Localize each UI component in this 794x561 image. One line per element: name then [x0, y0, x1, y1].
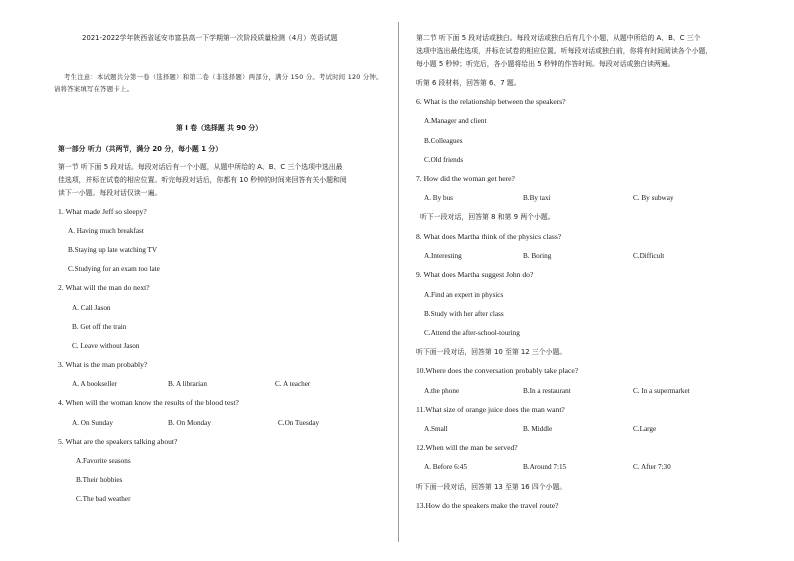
- exam-note-line-1: 考生注意：本试题共分第一卷（选择题）和第二卷（非选择题）两部分，满分 150 分。考试时间 120 分钟。: [64, 74, 383, 81]
- question-8-option-a: A.Interesting: [424, 252, 462, 260]
- question-11: 11.What size of orange juice does the man want?: [416, 405, 565, 414]
- question-5: 5. What are the speakers talking about?: [58, 437, 178, 446]
- question-10: 10.Where does the conversation probably take place?: [416, 366, 579, 375]
- question-6-option-b: B.Colleagues: [424, 137, 463, 145]
- question-9: 9. What does Martha suggest John do?: [416, 270, 534, 279]
- question-12-option-b: B.Around 7:15: [523, 463, 567, 471]
- question-8-option-b: B. Boring: [523, 252, 552, 260]
- question-8-option-c: C.Difficult: [633, 252, 665, 260]
- question-1-option-b: B.Staying up late watching TV: [68, 246, 158, 254]
- question-7-option-b: B.By taxi: [523, 194, 551, 202]
- question-10-option-a: A.the phone: [424, 387, 460, 395]
- question-7-option-c: C. By subway: [633, 194, 674, 202]
- question-9-option-c: C.Attend the after-school-touring: [424, 329, 520, 337]
- instruction-q8-q9: 听下一段对话，回答第 8 和第 9 两个小题。: [420, 213, 555, 221]
- exam-title: 2021-2022学年陕西省延安市富县高一下学期第一次阶段质量检测（4月）英语试题: [82, 34, 338, 42]
- section-2-instruction-line-1: 第二节 听下面 5 段对话或独白。每段对话或独白后有几个小题，从题中所给的 A、B、C 三个: [416, 34, 701, 42]
- exam-note-line-2: 请将答案填写在答题卡上。: [54, 86, 134, 93]
- question-2: 2. What will the man do next?: [58, 283, 150, 292]
- volume-heading: 第 I 卷（选择题 共 90 分）: [176, 124, 263, 132]
- question-7-option-a: A. By bus: [424, 194, 453, 202]
- question-12-option-c: C. After 7:30: [633, 463, 671, 471]
- question-1: 1. What made Jeff so sleepy?: [58, 207, 147, 216]
- question-4-option-c: C.On Tuesday: [278, 419, 320, 427]
- question-11-option-c: C.Large: [633, 425, 657, 433]
- question-1-option-a: A. Having much breakfast: [68, 227, 144, 235]
- question-6-option-c: C.Old friends: [424, 156, 464, 164]
- question-6: 6. What is the relationship between the speakers?: [416, 97, 566, 106]
- question-3-option-b: B. A librarian: [168, 380, 207, 388]
- question-12: 12.When will the man be served?: [416, 443, 518, 452]
- question-11-option-a: A.Small: [424, 425, 448, 433]
- question-5-option-b: B.Their hobbies: [76, 476, 123, 484]
- instruction-q6: 听第 6 段材料，回答第 6、7 题。: [416, 79, 521, 87]
- question-2-option-a: A. Call Jason: [72, 304, 111, 312]
- section-2-instruction-line-2: 选项中选出最佳选项，并标在试卷的相应位置。听每段对话或独白前，你将有时间阅读各个小题，: [416, 47, 713, 55]
- question-3-option-c: C. A teacher: [275, 380, 311, 388]
- question-1-option-c: C.Studying for an exam too late: [68, 265, 160, 273]
- question-3: 3. What is the man probably?: [58, 360, 148, 369]
- question-2-option-b: B. Get off the train: [72, 323, 127, 331]
- question-11-option-b: B. Middle: [523, 425, 553, 433]
- question-12-option-a: A. Before 6:45: [424, 463, 467, 471]
- question-4-option-a: A. On Sunday: [72, 419, 113, 427]
- question-3-option-a: A. A bookseller: [72, 380, 117, 388]
- section-1-instruction-line-2: 佳选项，并标在试卷的相应位置。听完每段对话后，你都有 10 秒钟的时间来回答有关小题和阅: [58, 176, 347, 184]
- question-10-option-b: B.In a restaurant: [523, 387, 571, 395]
- question-5-option-c: C.The bad weather: [76, 495, 131, 503]
- question-4: 4. When will the woman know the results of the blood test?: [58, 398, 239, 407]
- part-heading: 第一部分 听力（共两节，满分 20 分，每小题 1 分）: [58, 145, 223, 153]
- question-5-option-a: A.Favorite seasons: [76, 457, 131, 465]
- instruction-q10-q12: 听下面一段对话，回答第 10 至第 12 三个小题。: [416, 348, 567, 356]
- section-1-instruction-line-3: 读下一小题。每段对话仅读一遍。: [58, 189, 162, 197]
- column-divider: [398, 22, 399, 542]
- question-10-option-c: C. In a supermarket: [633, 387, 690, 395]
- question-9-option-b: B.Study with her after class: [424, 310, 504, 318]
- question-4-option-b: B. On Monday: [168, 419, 211, 427]
- question-9-option-a: A.Find an expert in physics: [424, 291, 504, 299]
- question-13: 13.How do the speakers make the travel route?: [416, 501, 559, 510]
- section-2-instruction-line-3: 每小题 5 秒钟；听完后，各小题将给出 5 秒钟的作答时间。每段对话或独白读两遍。: [416, 60, 675, 68]
- question-7: 7. How did the woman get here?: [416, 174, 515, 183]
- question-6-option-a: A.Manager and client: [424, 117, 487, 125]
- question-2-option-c: C. Leave without Jason: [72, 342, 140, 350]
- section-1-instruction-line-1: 第一节 听下面 5 段对话。每段对话后有一个小题，从题中所给的 A、B、C 三个选项中选出最: [58, 163, 343, 171]
- question-8: 8. What does Martha think of the physics class?: [416, 232, 562, 241]
- instruction-q13-q16: 听下面一段对话，回答第 13 至第 16 四个小题。: [416, 483, 567, 491]
